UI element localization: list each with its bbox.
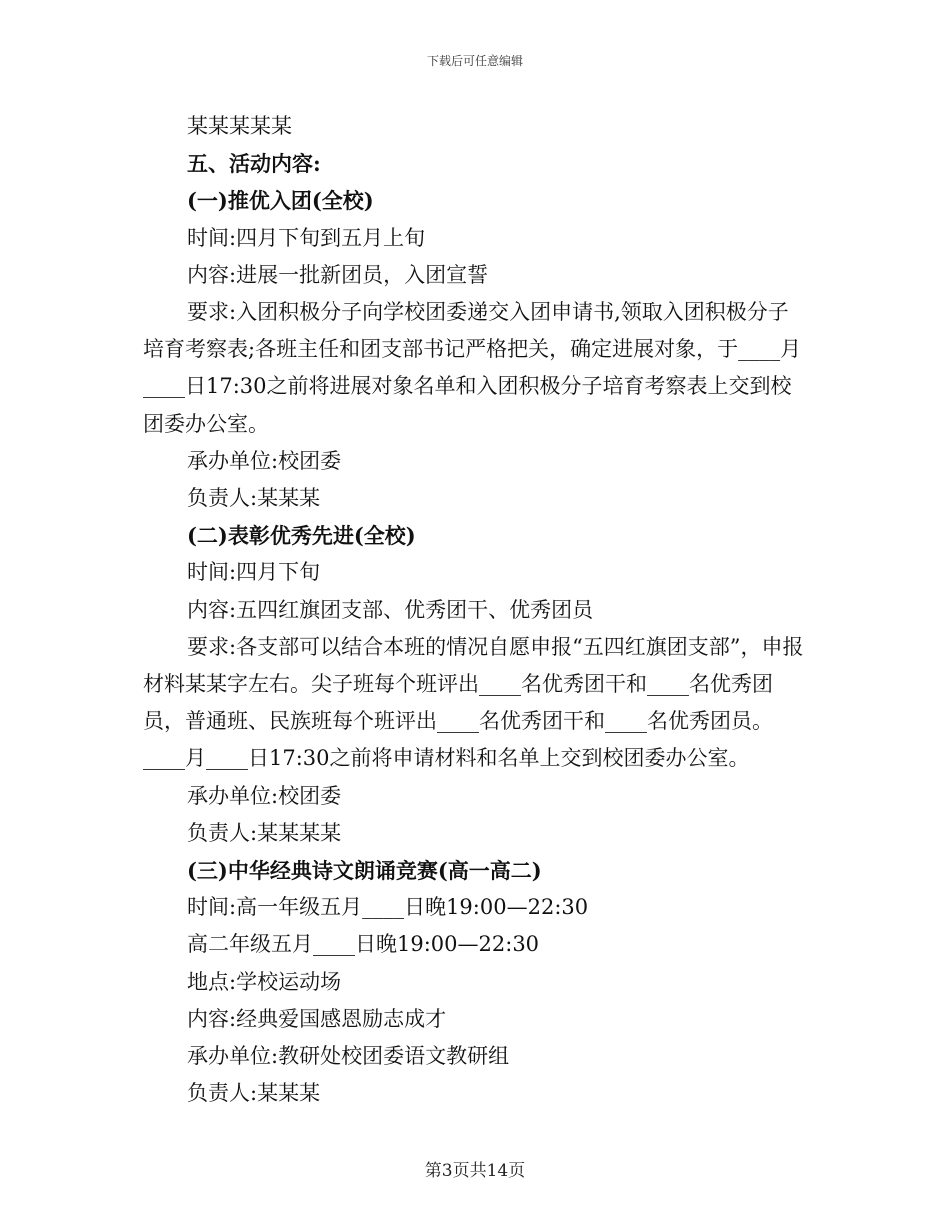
page-footer: 第3页共14页 bbox=[424, 1161, 526, 1181]
subsection-heading: (三)中华经典诗文朗诵竞赛(高一高二) bbox=[187, 858, 542, 884]
paragraph: 时间:四月下旬 bbox=[187, 560, 321, 585]
subsection-heading: (一)推优入团(全校) bbox=[187, 188, 374, 214]
page-header: 下载后可任意编辑 bbox=[426, 54, 523, 68]
paragraph: 内容:经典爱国感恩励志成才 bbox=[187, 1006, 447, 1031]
paragraph: 负责人:某某某某 bbox=[187, 820, 342, 845]
paragraph: 内容:进展一批新团员，入团宣誓 bbox=[187, 262, 489, 287]
paragraph: 要求:各支部可以结合本班的情况自愿申报“五四红旗团支部”，申报材料某某字左右。尖子班每个班评出____名优秀团干和____名优秀团员，普通班、民族班每个班评出____名优秀团干和____名优秀团员。____月____日17:30之前将申请材料和名单上交到校团委办公室。 bbox=[143, 634, 804, 771]
section-heading: 五、活动内容: bbox=[187, 151, 321, 177]
paragraph: 负责人:某某某 bbox=[187, 1081, 321, 1106]
paragraph: 内容:五四红旗团支部、优秀团干、优秀团员 bbox=[187, 597, 594, 622]
paragraph: 某某某某某 bbox=[187, 114, 292, 138]
paragraph: 地点:学校运动场 bbox=[187, 969, 342, 994]
subsection-heading: (二)表彰优秀先进(全校) bbox=[187, 523, 416, 549]
paragraph: 承办单位:教研处校团委语文教研组 bbox=[187, 1044, 510, 1069]
paragraph: 时间:四月下旬到五月上旬 bbox=[187, 225, 426, 250]
paragraph: 负责人:某某某 bbox=[187, 486, 321, 511]
paragraph: 高二年级五月____日晚19:00—22:30 bbox=[187, 932, 540, 957]
paragraph: 要求:入团积极分子向学校团委递交入团申请书,领取入团积极分子培育考察表;各班主任和团支部书记严格把关，确定进展对象，于____月____日17:30之前将进展对象名单和入团积极分子培育考察表上交到校团委办公室。 bbox=[143, 300, 802, 436]
paragraph: 承办单位:校团委 bbox=[187, 783, 342, 808]
document-body bbox=[143, 108, 807, 1112]
paragraph: 时间:高一年级五月____日晚19:00—22:30 bbox=[187, 895, 589, 920]
paragraph: 承办单位:校团委 bbox=[187, 448, 342, 473]
